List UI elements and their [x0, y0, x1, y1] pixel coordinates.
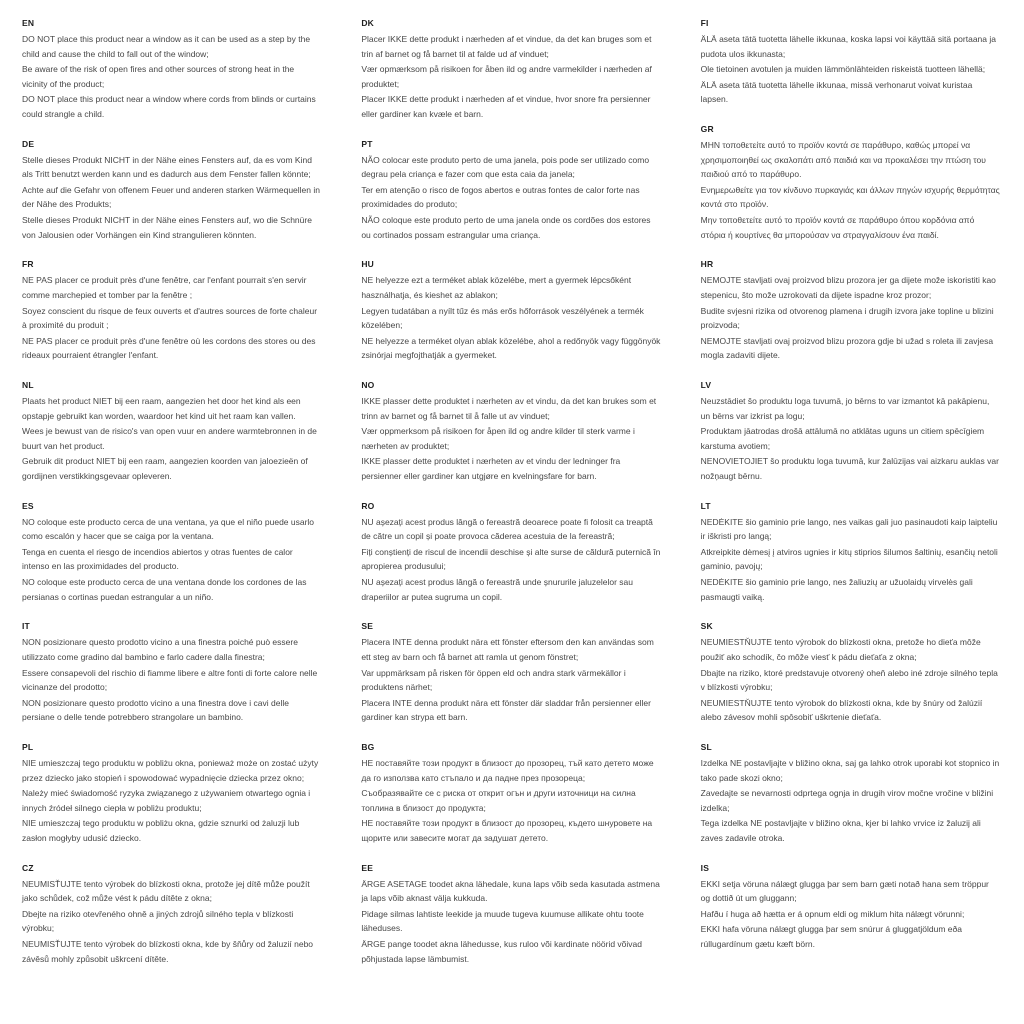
warning-text: Dbajte na riziko, ktoré predstavuje otvorený oheň alebo iné zdroje silného tepla v blízkosti výrobku;: [700, 667, 998, 693]
warning-text: NÃO coloque este produto perto de uma janela onde os cordões dos estores ou cortinados possam estrangular uma criança.: [361, 215, 651, 240]
warning-text: ÄRGE ASETAGE toodet akna lähedale, kuna laps võib seda kasutada astmena ja laps võib aknast välja kukkuda.: [361, 878, 660, 904]
warning-text: DO NOT place this product near a window as it can be used as a step by the child and cause the child to fall out of the window;: [22, 34, 311, 59]
lang-code-fi: FI: [700, 18, 709, 28]
lang-section-fr: [22, 259, 321, 363]
warning-text: IKKE plasser dette produktet i nærheten av et vindu der ledninger fra persienner eller gardiner kan utgjøre en kvelningsfare for barn.: [361, 456, 621, 482]
warning-text: Fiți conștienți de riscul de incendii deschise și alte surse de căldură puternică în apropierea produsului;: [361, 546, 661, 572]
warning-text: NIE umieszczaj tego produktu w pobliżu okna, ponieważ może on zostać użyty przez dziecko jako stopień i spowodować wypadnięcie dziecka przez okno;: [22, 757, 319, 783]
lang-section-bg: [361, 742, 660, 846]
warning-text: EKKI setja vöruna nálægt glugga þar sem barn gæti notað hana sem tröppur og dottið út um gluggann;: [700, 878, 989, 904]
lang-code-pt: PT: [361, 138, 373, 149]
lang-code-ee: EE: [361, 862, 374, 873]
warning-text: Atkreipkite dėmesį į atviros ugnies ir kitų stiprios šilumos šaltinių, esančių netoli gaminio, pavojų;: [700, 546, 998, 572]
warning-text: Placer IKKE dette produkt i nærheden af et vindue, da det kan bruges som et trin af barnet og få barnet til at falde ud af vinduet;: [361, 34, 652, 59]
lang-section-sk: [701, 621, 1000, 725]
warning-text: NEUMISŤUJTE tento výrobek do blízkosti okna, protože jej dítě může použít jako schůdek, což může vést k pádu dítěte z okna;: [22, 878, 310, 904]
warning-text: Var uppmärksam på risken för öppen eld och andra stark värmekällor i produktens närhet;: [361, 667, 626, 693]
lang-section-sl: [701, 742, 1000, 846]
warning-text: NEUMISŤUJTE tento výrobek do blízkosti okna, kde by šňůry od žaluzií nebo závěsů mohly způsobit uškrcení dítěte.: [22, 939, 314, 964]
warning-text: NIE umieszczaj tego produktu w pobliżu okna, gdzie sznurki od żaluzji lub zasłon mogłyby udusić dziecko.: [22, 818, 300, 843]
warning-text: NON posizionare questo prodotto vicino a una finestra poiché può essere utilizzato come gradino dal bambino e farlo cadere dalla finestra;: [22, 637, 298, 662]
warning-text: ÄLÄ aseta tätä tuotetta lähelle ikkunaa, missä verhonarut voivat kuristaa lapsen.: [700, 79, 973, 105]
warning-text: NEUMIESTŇUJTE tento výrobok do blízkosti okna, kde by šnúry od žalúzií alebo závesov mohli spôsobiť uškrtenie dieťaťa.: [700, 697, 983, 723]
lang-section-hu: [361, 259, 660, 363]
lang-section-pl: [22, 742, 321, 846]
column-2: [361, 18, 660, 983]
lang-code-bg: BG: [361, 741, 375, 752]
warning-text: NENOVIETOJIET šo produktu loga tuvumā, kur žalūzijas vai aizkaru auklas var nožņaugt bērnu.: [700, 456, 999, 482]
lang-section-hr: [701, 259, 1000, 363]
warning-text: Dbejte na riziko otevřeného ohně a jiných zdrojů silného tepla v blízkosti výrobku;: [22, 908, 294, 934]
warning-text: Wees je bewust van de risico's van open vuur en andere warmtebronnen in de buurt van het product.: [22, 426, 317, 451]
warning-text: NE PAS placer ce produit près d'une fenêtre où les cordons des stores ou des rideaux pourraient étrangler l'enfant.: [22, 335, 316, 361]
warning-text: Placera INTE denna produkt nära ett fönster där sladdar från persienner eller gardiner kan strypa ett barn.: [361, 697, 651, 723]
lang-section-se: [361, 621, 660, 725]
warning-text: Ole tietoinen avotulen ja muiden lämmönlähteiden riskeistä tuotteen lähellä;: [700, 64, 986, 75]
warning-text: Placera INTE denna produkt nära ett fönster eftersom den kan användas som ett steg av barn och få barnet att ramla ut genom fönstret;: [361, 637, 654, 662]
warning-text: NO coloque este producto cerca de una ventana donde los cordones de las persianas o cortinas puedan estrangular a un niño.: [22, 577, 307, 602]
warning-text: NEMOJTE stavljati ovaj proizvod blizu prozora jer ga dijete može iskoristiti kao stepenicu, što može uzrokovati da dijete ispadne kroz prozor;: [700, 275, 996, 300]
lang-code-lt: LT: [700, 500, 711, 511]
lang-code-ro: RO: [361, 500, 375, 511]
warning-text: Ter em atenção o risco de fogos abertos e outras fontes de calor forte nas proximidades do produto;: [361, 184, 640, 210]
warning-text: IKKE plasser dette produktet i nærheten av et vindu, da det kan brukes som et trinn av barnet og få barnet til å falle ut av vinduet;: [361, 395, 657, 421]
warning-text: Należy mieć świadomość ryzyka związanego z używaniem otwartego ognia i innych źródeł silnego ciepła w pobliżu produktu;: [22, 788, 311, 813]
warning-text: Stelle dieses Produkt NICHT in der Nähe eines Fensters auf, da es vom Kind als Tritt benutzt werden kann und es dadurch aus dem Fenster fallen könnte;: [22, 154, 312, 180]
warning-text: NE PAS placer ce produit près d'une fenêtre, car l'enfant pourrait s'en servir comme marchepied et tomber par la fenêtre ;: [22, 275, 307, 300]
lang-code-lv: LV: [700, 379, 712, 390]
lang-section-dk: [361, 18, 660, 122]
warning-text: Pidage silmas lahtiste leekide ja muude tugeva kuumuse allikate ohtu toote läheduses.: [361, 908, 644, 934]
warning-text: NU așezați acest produs lângă o fereastră unde șnururile jaluzelelor sau draperiilor ar putea sugruma un copil.: [361, 577, 634, 602]
lang-section-ee: [361, 863, 660, 967]
warning-text: Budite svjesni rizika od otvorenog plamena i drugih izvora jake topline u blizini proizvoda;: [700, 305, 994, 331]
lang-code-nl: NL: [22, 379, 34, 390]
lang-section-es: [22, 501, 321, 605]
warning-text: Vær opmærksom på risikoen for åben ild og andre varmekilder i nærheden af produktet;: [361, 64, 652, 89]
lang-section-no: [361, 380, 660, 484]
warning-text: Essere consapevoli del rischio di fiamme libere e altre fonti di forte calore nelle vicinanze del prodotto;: [22, 667, 318, 693]
warning-text: DO NOT place this product near a window where cords from blinds or curtains could strangle a child.: [22, 94, 316, 120]
lang-code-dk: DK: [361, 18, 375, 28]
warning-text: Stelle dieses Produkt NICHT in der Nähe eines Fensters auf, wo die Schnüre von Jalousien oder Vorhängen ein Kind strangulieren könnten.: [22, 215, 312, 240]
warning-text: Soyez conscient du risque de feux ouverts et d'autres sources de forte chaleur à proximité du produit ;: [22, 305, 318, 331]
warning-text: НЕ поставяйте този продукт в близост до прозорец, където шнуровете на щорите или завесите могат да задушат детето.: [361, 818, 653, 843]
lang-section-it: [22, 621, 321, 725]
lang-section-ro: [361, 501, 660, 605]
warning-text: Hafðu í huga að hætta er á opnum eldi og miklum hita nálægt vörunni;: [700, 908, 965, 919]
lang-code-gr: GR: [700, 124, 714, 135]
warning-text: Tenga en cuenta el riesgo de incendios abiertos y otras fuentes de calor intenso en las proximidades del producto.: [22, 546, 293, 572]
lang-code-sl: SL: [700, 741, 712, 752]
warning-text: Vær oppmerksom på risikoen for åpen ild og andre kilder til sterk varme i nærheten av produktet;: [361, 426, 635, 451]
lang-code-se: SE: [361, 621, 374, 632]
warning-text: Be aware of the risk of open fires and other sources of strong heat in the vicinity of the product;: [22, 64, 295, 89]
lang-code-it: IT: [22, 621, 30, 632]
lang-code-en: EN: [22, 18, 35, 28]
lang-code-es: ES: [22, 500, 34, 511]
warning-text: Produktam jāatrodas drošā attālumā no atklātas uguns un citiem spēcīgiem karstuma avotiem;: [700, 426, 985, 451]
lang-code-sk: SK: [700, 621, 713, 632]
lang-code-de: DE: [22, 138, 35, 149]
lang-code-pl: PL: [22, 741, 34, 752]
warning-text: Съобразявайте се с риска от открит огън и други източници на силна топлина в близост до продукта;: [361, 788, 636, 813]
lang-section-de: [22, 139, 321, 243]
lang-section-gr: [701, 124, 1000, 242]
warning-text: ΜΗΝ τοποθετείτε αυτό το προϊόν κοντά σε παράθυρο, καθώς μπορεί να χρησιμοποιηθεί ως σκαλοπάτι από παιδιά και να προκαλέσει την πτώση του παιδιού από το παράθυρο.: [700, 140, 986, 180]
warning-text: Gebruik dit product NIET bij een raam, aangezien koorden van jaloezieën of gordijnen verstikkingsgevaar opleveren.: [22, 456, 308, 482]
lang-code-no: NO: [361, 379, 375, 390]
lang-section-lt: [701, 501, 1000, 605]
lang-section-cz: [22, 863, 321, 967]
column-3: [701, 18, 1000, 983]
lang-section-fi: [701, 18, 1000, 107]
warning-text: Achte auf die Gefahr von offenem Feuer und anderen starken Wärmequellen in der Nähe des Produkts;: [22, 184, 320, 210]
warning-text: NU așezați acest produs lângă o fereastră deoarece poate fi folosit ca treaptă de către un copil și poate provoca căderea acestuia de la fereastră;: [361, 516, 653, 542]
warning-text: Legyen tudatában a nyílt tűz és más erős hőforrások veszélyének a termék közelében;: [361, 305, 644, 331]
lang-code-is: IS: [700, 862, 710, 873]
warning-text: Tega izdelka NE postavljajte v bližino okna, kjer bi lahko vrvice iz žaluzij ali zaves zadavile otroka.: [700, 818, 981, 843]
warning-text: НЕ поставяйте този продукт в близост до прозорец, тъй като детето може да го използва като стъпало и да падне през прозореца;: [361, 757, 654, 783]
warning-text: Ενημερωθείτε για τον κίνδυνο πυρκαγιάς και άλλων πηγών ισχυρής θερμότητας κοντά στο προϊόν.: [700, 184, 1000, 210]
warning-text: NO coloque este producto cerca de una ventana, ya que el niño puede usarlo como escalón y hacer que se caiga por la ventana.: [22, 516, 315, 542]
warning-text: NEUMIESTŇUJTE tento výrobok do blízkosti okna, pretože ho dieťa môže použiť ako schodík, čo môže viesť k pádu dieťaťa z okna;: [700, 637, 981, 662]
lang-code-hr: HR: [700, 259, 714, 270]
warning-text: Μην τοποθετείτε αυτό το προϊόν κοντά σε παράθυρο όπου κορδόνια από στόρια ή κουρτίνες θα μπορούσαν να στραγγαλίσουν ένα παιδί.: [700, 215, 975, 240]
lang-section-pt: [361, 139, 660, 243]
warning-text: NEMOJTE stavljati ovaj proizvod blizu prozora gdje bi užad s roleta ili zavjesa mogla zadaviti dijete.: [700, 335, 994, 361]
lang-section-lv: [701, 380, 1000, 484]
lang-code-cz: CZ: [22, 862, 34, 873]
warning-text: Plaats het product NIET bij een raam, aangezien het door het kind als een opstapje gebruikt kan worden, waardoor het kind uit het raam kan vallen.: [22, 395, 301, 421]
warning-text: NE helyezze ezt a terméket ablak közelébe, mert a gyermek lépcsőként használhatja, és kieshet az ablakon;: [361, 275, 632, 300]
warning-text: NÃO colocar este produto perto de uma janela, pois pode ser utilizado como degrau pela criança e fazer com que esta caia da janela;: [361, 154, 650, 180]
warning-text: NEDĖKITE šio gaminio prie lango, nes žaliuzių ar užuolaidų virvelės gali pasmaugti vaiką.: [700, 577, 973, 602]
warning-text: ÄLÄ aseta tätä tuotetta lähelle ikkunaa, koska lapsi voi käyttää sitä portaana ja pudota ulos ikkunasta;: [700, 34, 996, 59]
warning-text: Neuzstādiet šo produktu loga tuvumā, jo bērns to var izmantot kā pakāpienu, un bērns var izkrist pa logu;: [700, 395, 990, 421]
lang-section-is: [701, 863, 1000, 952]
column-1: [22, 18, 321, 983]
warning-text: NE helyezze a terméket olyan ablak közelébe, ahol a redőnyök vagy függönyök zsinórjai megfojthatják a gyermeket.: [361, 335, 661, 361]
warning-text: ÄRGE pange toodet akna lähedusse, kus ruloo või kardinate nöörid võivad põhjustada lapse lämbumist.: [361, 939, 643, 964]
warning-text: NEDĖKITE šio gaminio prie lango, nes vaikas gali juo pasinaudoti kaip laipteliu ir iškristi pro langą;: [700, 516, 998, 542]
lang-section-en: [22, 18, 321, 122]
warning-text: Zavedajte se nevarnosti odprtega ognja in drugih virov močne vročine v bližini izdelka;: [700, 788, 994, 813]
warning-text: EKKI hafa vöruna nálægt glugga þar sem snúrur á gluggatjöldum eða rúllugardínum gætu kæft börn.: [700, 924, 962, 950]
lang-code-hu: HU: [361, 259, 375, 270]
warning-text: Placer IKKE dette produkt i nærheden af et vindue, hvor snore fra persienner eller gardiner kan kvæle et barn.: [361, 94, 651, 120]
warning-text: NON posizionare questo prodotto vicino a una finestra dove i cavi delle persiane o delle tende potrebbero strangolare un bambino.: [22, 697, 289, 723]
lang-code-fr: FR: [22, 259, 34, 270]
lang-section-nl: [22, 380, 321, 484]
warning-text: Izdelka NE postavljajte v bližino okna, saj ga lahko otrok uporabi kot stopnico in tako pade skozi okno;: [700, 757, 1000, 783]
